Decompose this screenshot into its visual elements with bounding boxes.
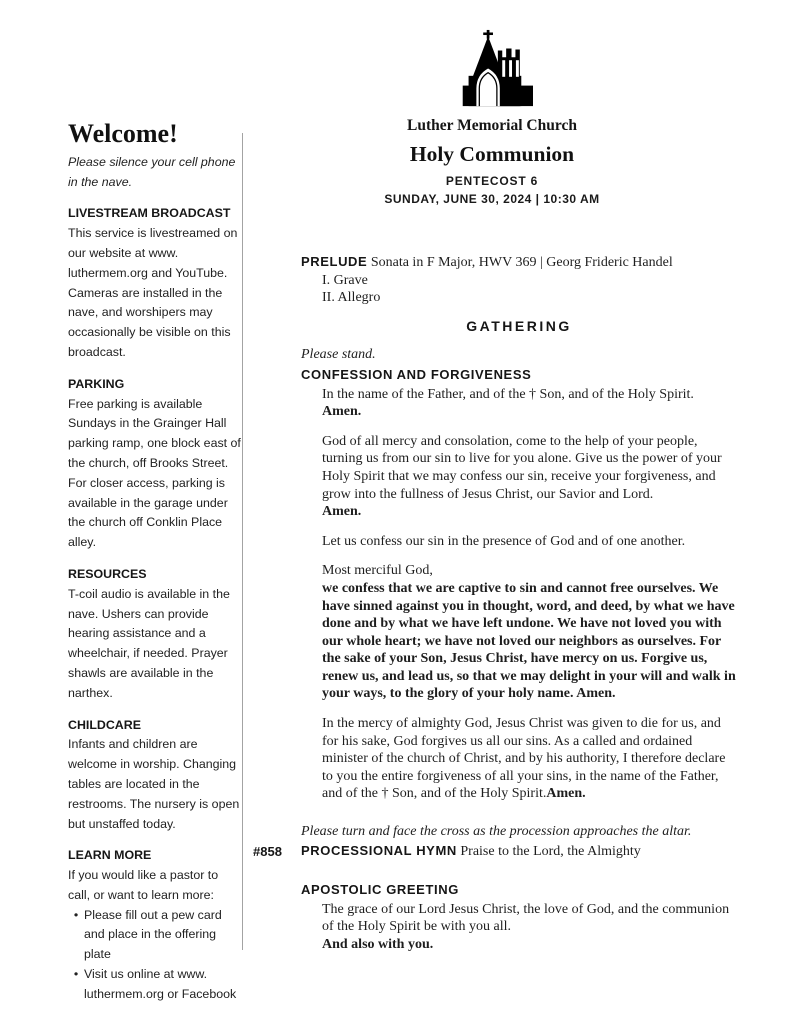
welcome-sidebar bbox=[68, 119, 242, 1017]
congregation-response: Amen. bbox=[322, 504, 362, 520]
prelude-movement-1: I. Grave bbox=[322, 272, 368, 288]
sidebar-section-livestream bbox=[68, 204, 242, 362]
liturgy-paragraph bbox=[322, 901, 737, 954]
greeting-body bbox=[322, 901, 737, 954]
service-datetime: SUNDAY, JUNE 30, 2024 | 10:30 AM bbox=[384, 192, 600, 206]
prelude-row bbox=[301, 253, 737, 272]
prelude-movement-2: II. Allegro bbox=[322, 290, 381, 306]
confession-invitation: Let us confess our sin in the presence of God and of one another. bbox=[322, 533, 686, 549]
bullet-text: Visit us online at www.​luthermem.org or Facebook bbox=[84, 967, 237, 1001]
bullet-icon: • bbox=[73, 907, 79, 922]
congregation-response: And also with you. bbox=[322, 937, 434, 952]
welcome-title: Welcome! bbox=[68, 119, 178, 148]
leader-line: God of all mercy and consolation, come to the help of your people, turning us from our sin to live for you alone. Give us the power of your Holy Spirit that we may confess our sin, receive your forgiveness, and grow into the fullness of Jesus Christ, our Savior and Lord. bbox=[322, 433, 722, 502]
section-heading: PARKING bbox=[68, 376, 125, 391]
section-heading: LIVESTREAM BROADCAST bbox=[68, 206, 231, 221]
section-body: Free parking is available Sundays in the Grainger Hall parking ramp, one block east of the church, off Brooks Street. For closer access, parking is available in the garage under the church off Conklin Place alley. bbox=[68, 396, 241, 550]
section-heading: RESOURCES bbox=[68, 566, 147, 581]
sidebar-section-resources bbox=[68, 565, 242, 704]
silence-phone-note: Please silence your cell phone in the nave. bbox=[68, 154, 236, 189]
liturgy-paragraph bbox=[322, 386, 737, 421]
prelude-title: Sonata in F Major, HWV 369 | Georg Frideric Handel bbox=[370, 255, 673, 270]
sidebar-section-childcare bbox=[68, 716, 242, 835]
sidebar-section-parking bbox=[68, 375, 242, 553]
season-label: PENTECOST 6 bbox=[445, 174, 539, 188]
confession-address: Most merciful God, bbox=[322, 563, 433, 579]
hymn-number: #858 bbox=[253, 843, 282, 859]
service-title: Holy Communion bbox=[409, 142, 575, 166]
apostolic-greeting-heading: APOSTOLIC GREETING bbox=[301, 882, 459, 898]
gathering-heading: GATHERING bbox=[466, 317, 572, 334]
processional-hymn-title: Praise to the Lord, the Almighty bbox=[460, 843, 641, 859]
section-heading: LEARN MORE bbox=[68, 848, 152, 863]
section-body: This service is livestreamed on our website at www.​luthermem.org and YouTube. Cameras are installed in the nave, and worshipers may occasionally be visible on this broadcast. bbox=[68, 226, 238, 359]
section-body: T-coil audio is available in the nave. Ushers can provide hearing assistance and a wheelchair, if needed. Prayer shawls are available in the narthex. bbox=[68, 586, 230, 700]
list-item bbox=[68, 906, 242, 965]
section-body: If you would like a pastor to call, or want to learn more: bbox=[68, 868, 219, 902]
order-of-service bbox=[253, 253, 737, 954]
processional-hymn-row bbox=[253, 842, 737, 861]
liturgy-paragraph bbox=[322, 433, 737, 521]
leader-line: In the name of the Father, and of the † Son, and of the Holy Spirit. bbox=[322, 386, 694, 402]
confession-heading: CONFESSION AND FORGIVENESS bbox=[301, 366, 532, 382]
congregation-response: Amen. bbox=[322, 404, 362, 420]
column-divider bbox=[242, 133, 243, 950]
absolution-text: In the mercy of almighty God, Jesus Christ was given to die for us, and for his sake, God forgives us all our sins. As a called and ordained minister of the church of Christ, and by his authority, I therefore declare to you the entire forgiveness of all your sins, in the name of the Father, and of the † Son, and of the Holy Spirit. bbox=[322, 716, 726, 802]
list-item bbox=[68, 965, 242, 1005]
liturgy-paragraph bbox=[322, 562, 737, 703]
rubric-procession: Please turn and face the cross as the procession approaches the altar. bbox=[301, 824, 692, 840]
church-icon bbox=[280, 28, 704, 115]
absolution-paragraph bbox=[322, 715, 737, 803]
section-heading: CHILDCARE bbox=[68, 717, 141, 732]
congregation-response: Amen. bbox=[546, 786, 586, 802]
sidebar-section-learn-more bbox=[68, 846, 242, 1004]
processional-hymn-label: PROCESSIONAL HYMN bbox=[301, 842, 457, 858]
bullet-icon: • bbox=[73, 967, 79, 982]
bullet-text: Please fill out a pew card and place in the offering plate bbox=[84, 907, 222, 962]
church-name: Luther Memorial Church bbox=[407, 117, 577, 134]
congregation-confession: we confess that we are captive to sin and cannot free ourselves. We have sinned against you in thought, word, and deed, by what we have done and by what we have left undone. We have not loved you with our whole heart; we have not loved our neighbors as ourselves. For the sake of your Son, Jesus Christ, have mercy on us. Forgive us, renew us, and lead us, so that we may delight in your will and walk in your ways, to the glory of your holy name. Amen. bbox=[322, 580, 736, 702]
rubric-please-stand: Please stand. bbox=[301, 347, 376, 363]
confession-body bbox=[322, 386, 737, 803]
section-body: Infants and children are welcome in worship. Changing tables are located in the restrooms. The nursery is open but unstaffed today. bbox=[68, 737, 240, 831]
prelude-label: PRELUDE bbox=[301, 254, 368, 269]
masthead bbox=[280, 28, 704, 206]
leader-line: The grace of our Lord Jesus Christ, the love of God, and the communion of the Holy Spirit be with you all. bbox=[322, 901, 730, 935]
